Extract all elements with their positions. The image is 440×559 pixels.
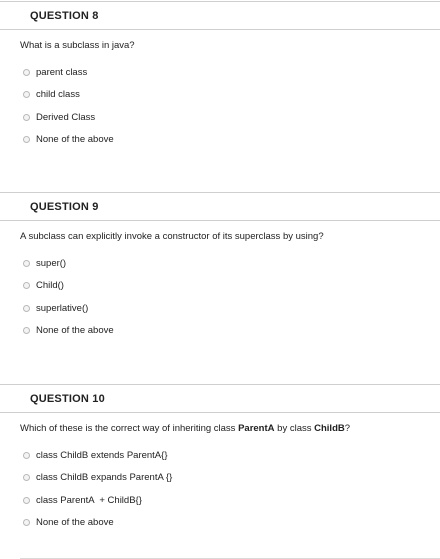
option-label: None of the above [36, 517, 114, 529]
radio-button[interactable] [23, 519, 30, 526]
radio-button[interactable] [23, 91, 30, 98]
question-title: QUESTION 9 [30, 200, 99, 213]
question-10 [0, 384, 440, 559]
option-2[interactable] [20, 467, 430, 490]
question-8 [0, 1, 440, 192]
radio-button[interactable] [23, 114, 30, 121]
radio-button[interactable] [23, 136, 30, 143]
radio-button[interactable] [23, 260, 30, 267]
option-2[interactable] [20, 275, 430, 298]
option-2[interactable] [20, 84, 430, 107]
option-label: None of the above [36, 134, 114, 146]
question-header [0, 1, 440, 30]
option-label: Child() [36, 280, 64, 292]
option-1[interactable] [20, 252, 430, 275]
option-3[interactable] [20, 106, 430, 129]
question-title: QUESTION 8 [30, 9, 99, 22]
option-label: parent class [36, 66, 88, 78]
option-label: None of the above [36, 325, 114, 337]
option-label: super() [36, 257, 67, 269]
radio-button[interactable] [23, 452, 30, 459]
option-4[interactable] [20, 129, 430, 152]
radio-button[interactable] [23, 497, 30, 504]
radio-button[interactable] [23, 474, 30, 481]
option-1[interactable] [20, 61, 430, 84]
class-name-parenta: ParentA [238, 423, 275, 434]
option-3[interactable] [20, 489, 430, 512]
radio-button[interactable] [23, 305, 30, 312]
option-label: child class [36, 89, 80, 101]
question-text: What is a subclass in java? [20, 40, 135, 51]
question-title: QUESTION 10 [30, 392, 105, 405]
radio-button[interactable] [23, 327, 30, 334]
question-header [0, 384, 440, 413]
radio-button[interactable] [23, 69, 30, 76]
option-label: class ParentA + ChildB{} [36, 494, 142, 506]
option-3[interactable] [20, 297, 430, 320]
option-label: Derived Class [36, 111, 96, 123]
radio-button[interactable] [23, 282, 30, 289]
question-header [0, 192, 440, 221]
option-4[interactable] [20, 512, 430, 535]
question-text: Which of these is the correct way of inheriting class ParentA by class ChildB? [20, 423, 351, 434]
class-name-childb: ChildB [314, 423, 345, 434]
question-9 [0, 192, 440, 384]
option-label: class ChildB extends ParentA{} [36, 449, 168, 461]
option-label: superlative() [36, 302, 89, 314]
question-text: A subclass can explicitly invoke a constructor of its superclass by using? [20, 231, 324, 242]
option-4[interactable] [20, 320, 430, 343]
option-1[interactable] [20, 444, 430, 467]
option-label: class ChildB expands ParentA {} [36, 472, 173, 484]
